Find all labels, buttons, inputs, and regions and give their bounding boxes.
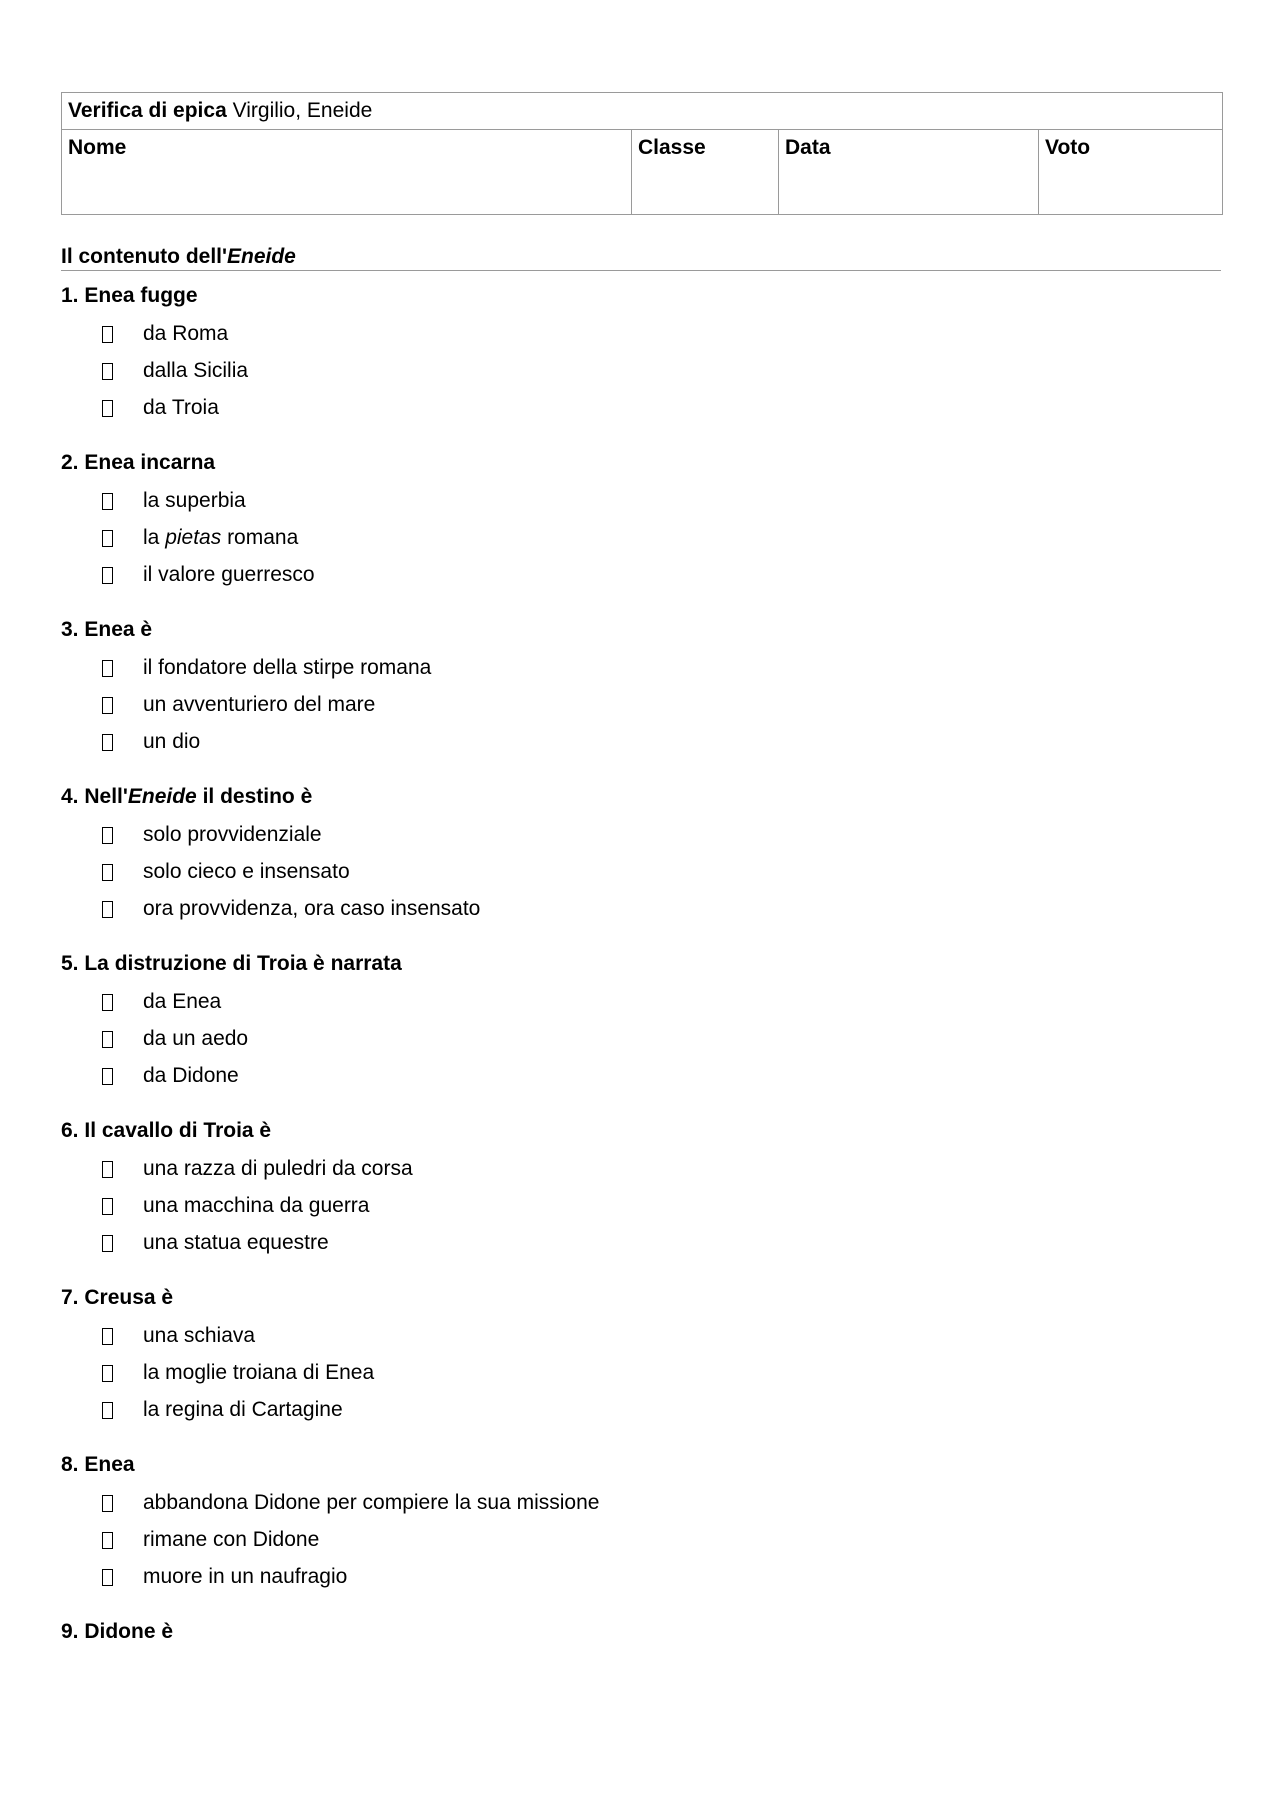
- section-title-prefix: Il contenuto dell': [61, 245, 227, 268]
- question-text: Enea è: [84, 618, 153, 641]
- question-number: 3.: [61, 618, 79, 641]
- checkbox-icon[interactable]: [102, 734, 113, 751]
- checkbox-icon[interactable]: [102, 1031, 113, 1048]
- nome-field[interactable]: Nome: [62, 130, 632, 215]
- options-list: [61, 321, 1222, 432]
- option-label: ora provvidenza, ora caso insensato: [143, 897, 481, 920]
- option[interactable]: [61, 1397, 1222, 1434]
- section-title-italic: Eneide: [227, 245, 296, 268]
- option[interactable]: [61, 1323, 1222, 1360]
- question-number: 5.: [61, 952, 79, 975]
- option[interactable]: [61, 1193, 1222, 1230]
- question-9: [61, 1619, 1222, 1645]
- option-label: la superbia: [143, 489, 246, 512]
- question-text: Il cavallo di Troia è: [84, 1119, 272, 1142]
- option[interactable]: [61, 1564, 1222, 1601]
- option-label: da Didone: [143, 1064, 239, 1087]
- option[interactable]: [61, 1156, 1222, 1193]
- option[interactable]: [61, 1490, 1222, 1527]
- classe-field[interactable]: Classe: [632, 130, 779, 215]
- option[interactable]: [61, 358, 1222, 395]
- question-number: 2.: [61, 451, 79, 474]
- option[interactable]: [61, 729, 1222, 766]
- option[interactable]: [61, 525, 1222, 562]
- checkbox-icon[interactable]: [102, 326, 113, 343]
- checkbox-icon[interactable]: [102, 1328, 113, 1345]
- question-3: [61, 617, 1222, 766]
- option[interactable]: [61, 822, 1222, 859]
- header-table: [61, 92, 1223, 215]
- question-number: 1.: [61, 284, 79, 307]
- option[interactable]: [61, 1360, 1222, 1397]
- options-list: [61, 655, 1222, 766]
- checkbox-icon[interactable]: [102, 363, 113, 380]
- option[interactable]: [61, 989, 1222, 1026]
- question-2: [61, 450, 1222, 599]
- option-label: da un aedo: [143, 1027, 249, 1050]
- option-label: da Enea: [143, 990, 222, 1013]
- question-title: [61, 1452, 1222, 1478]
- option[interactable]: [61, 859, 1222, 896]
- options-list: [61, 1156, 1222, 1267]
- checkbox-icon[interactable]: [102, 1365, 113, 1382]
- option[interactable]: [61, 395, 1222, 432]
- test-title-bold: Verifica di epica: [68, 99, 227, 122]
- question-8: [61, 1452, 1222, 1601]
- option-label: muore in un naufragio: [143, 1565, 348, 1588]
- checkbox-icon[interactable]: [102, 660, 113, 677]
- question-text-prefix: Nell': [84, 785, 128, 808]
- option[interactable]: [61, 896, 1222, 933]
- option-label: solo cieco e insensato: [143, 860, 350, 883]
- option-label-prefix: la: [143, 526, 166, 549]
- checkbox-icon[interactable]: [102, 493, 113, 510]
- checkbox-icon[interactable]: [102, 864, 113, 881]
- question-text: Enea fugge: [84, 284, 198, 307]
- checkbox-icon[interactable]: [102, 1569, 113, 1586]
- checkbox-icon[interactable]: [102, 1495, 113, 1512]
- question-title: [61, 283, 1222, 309]
- question-5: [61, 951, 1222, 1100]
- option-label: la moglie troiana di Enea: [143, 1361, 375, 1384]
- checkbox-icon[interactable]: [102, 1402, 113, 1419]
- checkbox-icon[interactable]: [102, 827, 113, 844]
- option-label: una schiava: [143, 1324, 256, 1347]
- option-label: da Roma: [143, 322, 229, 345]
- option-label: un avventuriero del mare: [143, 693, 376, 716]
- test-title-cell: [62, 93, 1223, 130]
- option-label: il fondatore della stirpe romana: [143, 656, 432, 679]
- voto-field[interactable]: Voto: [1039, 130, 1223, 215]
- option-label: il valore guerresco: [143, 563, 315, 586]
- question-text: Enea: [84, 1453, 135, 1476]
- question-text: Enea incarna: [84, 451, 216, 474]
- options-list: [61, 989, 1222, 1100]
- section-title: [61, 245, 1221, 271]
- question-title: [61, 617, 1222, 643]
- checkbox-icon[interactable]: [102, 1161, 113, 1178]
- option[interactable]: [61, 692, 1222, 729]
- question-1: [61, 283, 1222, 432]
- question-4: [61, 784, 1222, 933]
- question-text-suffix: il destino è: [196, 785, 313, 808]
- option-label: solo provvidenziale: [143, 823, 322, 846]
- checkbox-icon[interactable]: [102, 901, 113, 918]
- test-title-rest: Virgilio, Eneide: [226, 99, 373, 122]
- options-list: [61, 1323, 1222, 1434]
- question-title: [61, 784, 1222, 810]
- data-field[interactable]: Data: [779, 130, 1039, 215]
- question-title: [61, 450, 1222, 476]
- option-label-italic: pietas: [165, 526, 222, 549]
- option-label: dalla Sicilia: [143, 359, 249, 382]
- question-title: [61, 951, 1222, 977]
- option-label: una razza di puledri da corsa: [143, 1157, 413, 1180]
- option-label: da Troia: [143, 396, 219, 419]
- option-label: abbandona Didone per compiere la sua missione: [143, 1491, 600, 1514]
- options-list: [61, 822, 1222, 933]
- checkbox-icon[interactable]: [102, 697, 113, 714]
- option-label: una statua equestre: [143, 1231, 329, 1254]
- checkbox-icon[interactable]: [102, 1532, 113, 1549]
- option[interactable]: [61, 562, 1222, 599]
- checkbox-icon[interactable]: [102, 530, 113, 547]
- option[interactable]: [61, 1527, 1222, 1564]
- option-label: una macchina da guerra: [143, 1194, 370, 1217]
- question-number: 4.: [61, 785, 79, 808]
- option-label: la regina di Cartagine: [143, 1398, 343, 1421]
- option[interactable]: [61, 655, 1222, 692]
- checkbox-icon[interactable]: [102, 1068, 113, 1085]
- question-text-italic: Eneide: [127, 785, 197, 808]
- option-label: un dio: [143, 730, 201, 753]
- checkbox-icon[interactable]: [102, 400, 113, 417]
- checkbox-icon[interactable]: [102, 1198, 113, 1215]
- options-list: [61, 488, 1222, 599]
- option[interactable]: [61, 1026, 1222, 1063]
- option[interactable]: [61, 1230, 1222, 1267]
- question-text: La distruzione di Troia è narrata: [84, 952, 402, 975]
- question-text: Creusa è: [84, 1286, 174, 1309]
- option[interactable]: [61, 321, 1222, 358]
- option-label-suffix: romana: [221, 526, 299, 549]
- question-title: [61, 1285, 1222, 1311]
- worksheet-page: [61, 92, 1222, 1645]
- checkbox-icon[interactable]: [102, 567, 113, 584]
- question-title: [61, 1118, 1222, 1144]
- question-number: 8.: [61, 1453, 79, 1476]
- option[interactable]: [61, 1063, 1222, 1100]
- checkbox-icon[interactable]: [102, 1235, 113, 1252]
- question-number: 9.: [61, 1620, 79, 1643]
- option[interactable]: [61, 488, 1222, 525]
- question-text: Didone è: [84, 1620, 174, 1643]
- option-label: rimane con Didone: [143, 1528, 320, 1551]
- options-list: [61, 1490, 1222, 1601]
- question-title: [61, 1619, 1222, 1645]
- question-number: 6.: [61, 1119, 79, 1142]
- question-6: [61, 1118, 1222, 1267]
- question-number: 7.: [61, 1286, 79, 1309]
- question-7: [61, 1285, 1222, 1434]
- option-label: [143, 525, 298, 551]
- checkbox-icon[interactable]: [102, 994, 113, 1011]
